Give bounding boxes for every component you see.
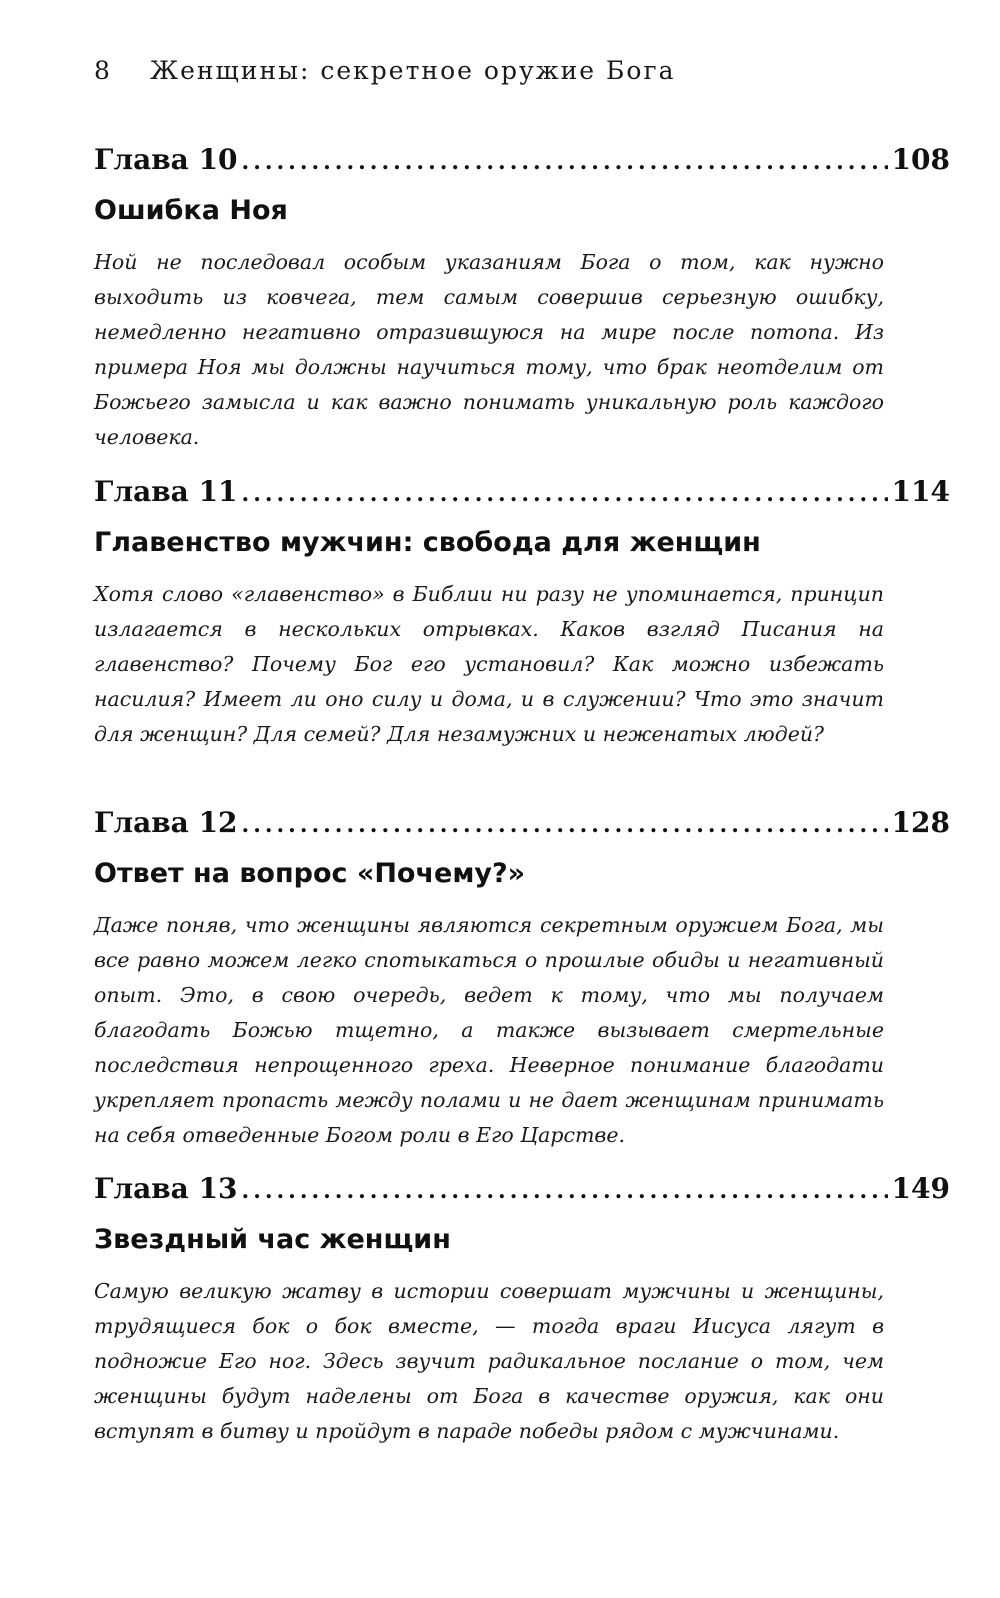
chapter-description: Хотя слово «главенство» в Библии ни разу не упоминается, принцип излагается в нескольких отрывках. Каков взгляд Писания на главенство? Почему Бог его установил? Как можно избежать насилия? Имеет ли оно силу и дома, и в служении? Что это значит для женщин? Для семей? Для незамужних и неженатых людей? (94, 582, 884, 746)
toc-entry-chapter-11 (94, 475, 950, 752)
chapter-heading-line (94, 806, 950, 850)
chapter-description: Ной не последовал особым указаниям Бога о том, как нужно выходить из ковчега, тем самым совершив серьезную ошибку, немедленно негативно отразившуюся на мире после потопа. Из примера Ноя мы должны научиться тому, что брак неотделим от Божьего замысла и как важно понимать уникальную роль каждого человека. (94, 250, 884, 449)
page-number: 8 (94, 56, 112, 85)
chapter-page-number: 128 (891, 806, 950, 839)
running-head (94, 56, 675, 85)
chapter-label: Глава 11 (94, 475, 238, 508)
dot-leader (242, 481, 888, 507)
book-title: Женщины: секретное оружие Бога (150, 56, 676, 85)
toc-entry-chapter-12 (94, 806, 950, 1153)
chapter-page-number: 149 (891, 1172, 950, 1205)
chapter-label: Глава 10 (94, 143, 238, 176)
chapter-heading-line (94, 1172, 950, 1216)
chapter-title: Главенство мужчин: свобода для женщин (94, 527, 761, 558)
chapter-description: Даже поняв, что женщины являются секретным оружием Бога, мы все равно можем легко спотыкаться о прошлые обиды и негативный опыт. Это, в свою очередь, ведет к тому, что мы получаем благодать Божью тщетно, а также вызывает смертельные последствия непрощенного греха. Неверное понимание благодати укрепляет пропасть между полами и не дает женщинам принимать на себя отведенные Богом роли в Его Царстве. (94, 913, 884, 1147)
chapter-page-number: 108 (891, 143, 950, 176)
chapter-label: Глава 12 (94, 806, 238, 839)
chapter-title: Ошибка Ноя (94, 195, 288, 226)
chapter-title: Звездный час женщин (94, 1224, 451, 1255)
toc-entry-chapter-13 (94, 1172, 950, 1449)
chapter-description: Самую великую жатву в истории совершат мужчины и женщины, трудящиеся бок о бок вместе, — тогда враги Иисуса лягут в подножие Его ног. Здесь звучит радикальное послание о том, чем женщины будут наделены от Бога в качестве оружия, как они вступят в битву и пройдут в параде победы рядом с мужчинами. (94, 1279, 884, 1443)
chapter-heading-line (94, 143, 950, 187)
chapter-heading-line (94, 475, 950, 519)
chapter-title: Ответ на вопрос «Почему?» (94, 858, 526, 889)
toc-entry-chapter-10 (94, 143, 950, 455)
chapter-label: Глава 13 (94, 1172, 238, 1205)
dot-leader (242, 1178, 888, 1204)
chapter-page-number: 114 (891, 475, 950, 508)
dot-leader (242, 812, 888, 838)
dot-leader (242, 149, 888, 175)
